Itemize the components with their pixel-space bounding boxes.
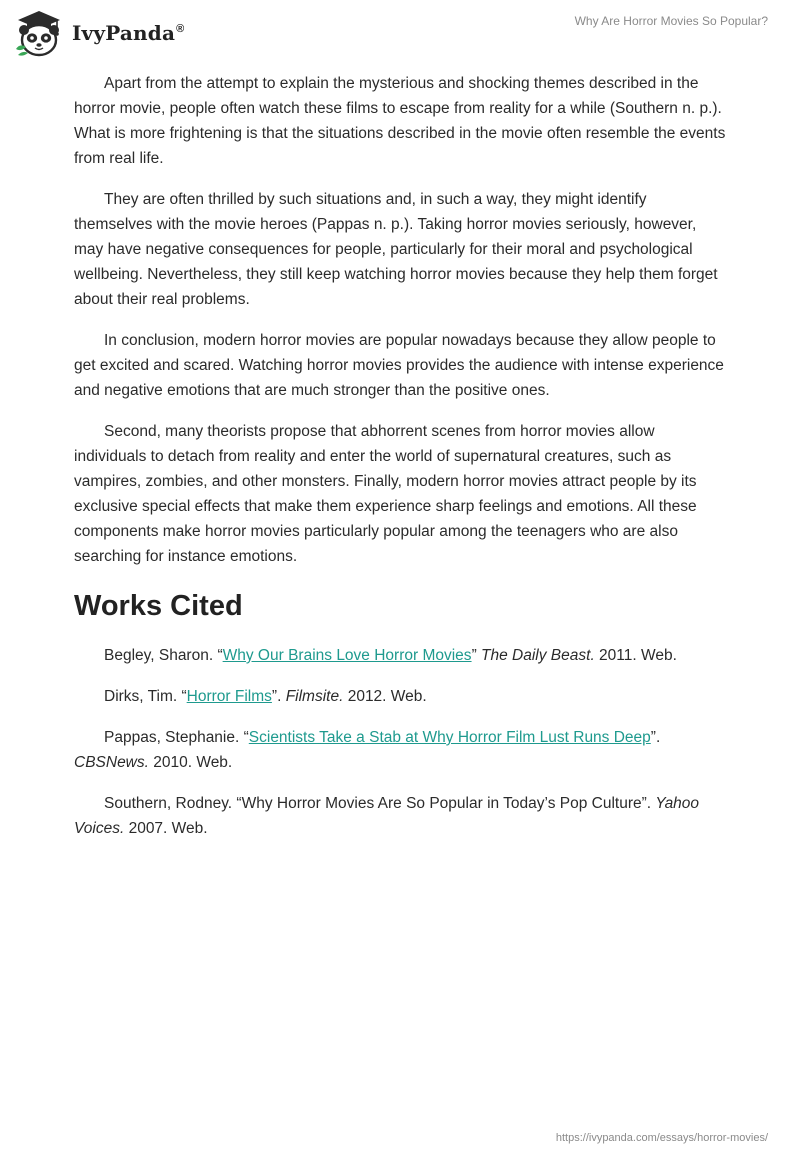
citation-entry: Pappas, Stephanie. “Scientists Take a Stab at Why Horror Film Lust Runs Deep”. CBSNews. 2010. Web.	[74, 729, 661, 771]
essay-content	[74, 71, 728, 857]
ivypanda-logo[interactable]	[14, 8, 184, 58]
citation-link[interactable]: Scientists Take a Stab at Why Horror Film Lust Runs Deep	[248, 729, 651, 746]
citation-link[interactable]: Horror Films	[186, 688, 272, 705]
body-paragraph: Apart from the attempt to explain the mysterious and shocking themes described in the horror movie, people often watch these films to escape from reality for a while (Southern n. p.). What is more frightening is that the situations described in the movie often resemble the events from real life.	[74, 75, 726, 167]
body-paragraph: They are often thrilled by such situations and, in such a way, they might identify themselves with the movie heroes (Pappas n. p.). Taking horror movies seriously, however, may have negative consequences for people, particularly for their moral and psychological wellbeing. Nevertheless, they still keep watching horror movies because they help them forget about their real problems.	[74, 191, 718, 308]
citation-entry: Dirks, Tim. “Horror Films”. Filmsite. 2012. Web.	[104, 688, 427, 705]
document-title: Why Are Horror Movies So Popular?	[574, 14, 768, 28]
page-header	[0, 0, 800, 64]
body-paragraph: In conclusion, modern horror movies are popular nowadays because they allow people to get excited and scared. Watching horror movies provides the audience with intense experience and negative emotions that are much stronger than the positive ones.	[74, 332, 724, 399]
citation-entry: Begley, Sharon. “Why Our Brains Love Horror Movies” The Daily Beast. 2011. Web.	[104, 647, 677, 664]
works-cited-heading: Works Cited	[74, 590, 243, 622]
body-paragraph: Second, many theorists propose that abhorrent scenes from horror movies allow individuals to detach from reality and enter the world of supernatural creatures, such as vampires, zombies, and other monsters. Finally, modern horror movies attract people by its exclusive special effects that make them experience sharp feelings and emotions. All these components make horror movies particularly popular among the teenagers who are also searching for instance emotions.	[74, 423, 697, 565]
panda-graduate-icon	[14, 9, 64, 57]
citation-entry: Southern, Rodney. “Why Horror Movies Are So Popular in Today’s Pop Culture”. Yahoo Voices. 2007. Web.	[74, 795, 700, 837]
logo-text: IvyPanda®	[72, 21, 185, 45]
citation-link[interactable]: Why Our Brains Love Horror Movies	[222, 647, 472, 664]
footer-url[interactable]: https://ivypanda.com/essays/horror-movies/	[555, 1132, 768, 1144]
